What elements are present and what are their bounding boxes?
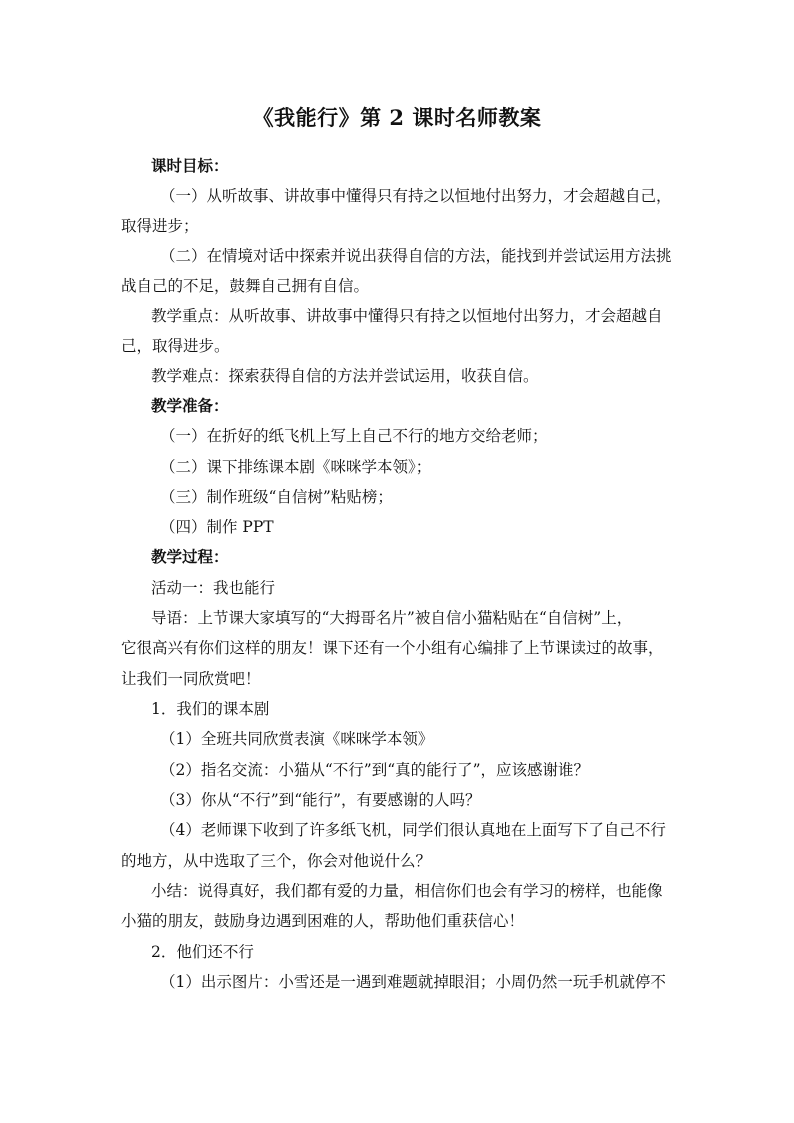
paragraph-line: 1．我们的课本剧	[151, 700, 270, 718]
paragraph-line: 教学难点：探索获得自信的方法并尝试运用，收获自信。	[151, 367, 539, 385]
section-heading: 课时目标：	[151, 156, 229, 175]
paragraph-line: 取得进步；	[121, 217, 199, 235]
paragraph-line: 己，取得进步。	[121, 337, 230, 355]
paragraph-line: （3）你从“不行”到“能行”，有要感谢的人吗？	[160, 791, 481, 809]
paragraph-line: （四）制作 PPT	[160, 518, 274, 536]
paragraph-line: （一）在折好的纸飞机上写上自己不行的地方交给老师；	[160, 427, 548, 445]
paragraph-line: 它很高兴有你们这样的朋友！课下还有一个小组有心编排了上节课读过的故事，	[121, 639, 664, 657]
paragraph-line: 小猫的朋友，鼓励身边遇到困难的人，帮助他们重获信心！	[121, 912, 525, 930]
paragraph-line: 小结：说得真好，我们都有爱的力量，相信你们也会有学习的榜样，也能像	[151, 882, 663, 900]
paragraph-line: （1）出示图片：小雪还是一遇到难题就掉眼泪；小周仍然一玩手机就停不	[160, 973, 666, 991]
paragraph-line: （1）全班共同欣赏表演《咪咪学本领》	[160, 730, 434, 748]
paragraph-line: （二）课下排练课本剧《咪咪学本领》；	[160, 458, 432, 476]
paragraph-line: （二）在情境对话中探索并说出获得自信的方法，能找到并尝试运用方法挑	[160, 247, 672, 265]
paragraph-line: （三）制作班级“自信树”粘贴榜；	[160, 488, 393, 506]
paragraph-line: 导语：上节课大家填写的“大拇哥名片”被自信小猫粘贴在“自信树”上，	[151, 609, 633, 627]
paragraph-line: 战自己的不足，鼓舞自己拥有自信。	[121, 277, 370, 295]
paragraph-line: 教学重点：从听故事、讲故事中懂得只有持之以恒地付出努力，才会超越自	[151, 307, 663, 325]
paragraph-line: 2．他们还不行	[151, 943, 254, 961]
paragraph-line: （一）从听故事、讲故事中懂得只有持之以恒地付出努力，才会超越自己，	[160, 187, 672, 205]
paragraph-line: 让我们一同欣赏吧！	[121, 670, 261, 688]
paragraph-line: 的地方，从中选取了三个，你会对他说什么？	[121, 852, 432, 870]
paragraph-line: （4）老师课下收到了许多纸飞机，同学们很认真地在上面写下了自己不行	[160, 821, 666, 839]
section-heading: 教学过程：	[151, 547, 229, 566]
paragraph-line: （2）指名交流：小猫从“不行”到“真的能行了”，应该感谢谁？	[160, 761, 590, 779]
document-title: 《我能行》第 2 课时名师教案	[252, 105, 542, 130]
paragraph-line: 活动一：我也能行	[151, 579, 276, 597]
section-heading: 教学准备：	[151, 396, 229, 415]
